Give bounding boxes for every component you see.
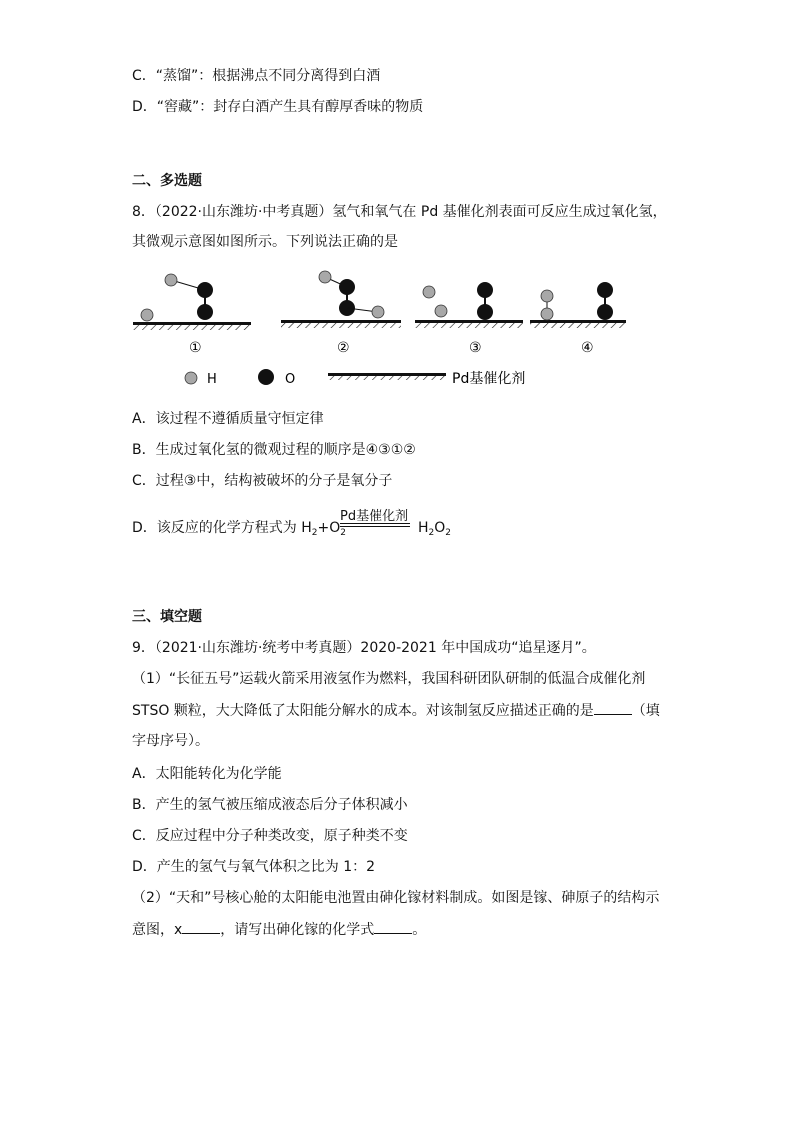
h-atom <box>541 290 553 302</box>
question-8-option-b: B．生成过氧化氢的微观过程的顺序是④③①② <box>132 442 416 458</box>
diagram-step-4 <box>530 282 626 356</box>
question-9-option-c: C．反应过程中分子种类改变，原子种类不变 <box>132 828 408 844</box>
diagram-step-1 <box>133 274 251 356</box>
h-atom <box>435 305 447 317</box>
section-heading-fill-blank: 三、填空题 <box>132 609 202 625</box>
question-8-stem-line2: 其微观示意图如图所示。下列说法正确的是 <box>132 234 398 250</box>
o-atom <box>477 282 493 298</box>
reaction-condition: Pd基催化剂 <box>340 509 409 524</box>
catalyst-microscopic-diagram <box>125 262 645 392</box>
question-9-part2-line2: 意图，x ，请写出砷化镓的化学式 。 <box>132 919 426 940</box>
step-label: ③ <box>469 340 482 356</box>
legend-h-atom <box>185 372 197 384</box>
question-8-option-a: A．该过程不遵循质量守恒定律 <box>132 411 324 427</box>
diagram-legend <box>185 369 525 387</box>
answer-blank-x[interactable] <box>182 919 220 934</box>
step-label: ④ <box>581 340 594 356</box>
catalyst-surface <box>415 320 523 323</box>
h-atom <box>372 306 384 318</box>
question-9-part2-line1: （2）“天和”号核心舱的太阳能电池置由砷化镓材料制成。如图是镓、砷原子的结构示 <box>132 890 660 906</box>
h-atom <box>319 271 331 283</box>
question-9-stem: 9．（2021·山东潍坊·统考中考真题）2020-2021 年中国成功“追星逐月”。 <box>132 640 596 656</box>
catalyst-surface <box>530 320 626 323</box>
question-9-part1-line3: 字母序号）。 <box>132 733 209 749</box>
question-8-stem-line1: 8．（2022·山东潍坊·中考真题）氢气和氧气在 Pd 基催化剂表面可反应生成过氧化氢， <box>132 204 667 220</box>
catalyst-hatch <box>281 323 401 328</box>
question-9-option-a: A．太阳能转化为化学能 <box>132 766 282 782</box>
legend-o-label: O <box>285 372 296 387</box>
question-9-option-d: D．产生的氢气与氧气体积之比为 1：2 <box>132 859 376 875</box>
option-d-prev: D．“窖藏”：封存白酒产生具有醇厚香味的物质 <box>132 99 424 115</box>
step-label: ② <box>337 340 350 356</box>
option-c-prev: C．“蒸馏”：根据沸点不同分离得到白酒 <box>132 68 381 84</box>
diagram-step-3 <box>415 282 523 356</box>
h-atom <box>141 309 153 321</box>
legend-catalyst-label: Pd基催化剂 <box>452 371 526 387</box>
question-9-option-b: B．产生的氢气被压缩成液态后分子体积减小 <box>132 797 408 813</box>
o-atom <box>597 304 613 320</box>
h-atom <box>541 308 553 320</box>
reaction-equals-sign <box>340 523 410 527</box>
o-atom <box>197 282 213 298</box>
o-atom <box>197 304 213 320</box>
answer-blank-formula[interactable] <box>374 919 412 934</box>
question-9-part1-line2: STSO 颗粒，大大降低了太阳能分解水的成本。对该制氢反应描述正确的是 （填 <box>132 700 660 721</box>
catalyst-hatch <box>415 323 523 328</box>
catalyst-hatch <box>530 323 626 328</box>
diagram-step-2 <box>281 271 401 356</box>
question-8-option-d: D．该反应的化学方程式为 $H_2+O_2$ $H_2O_2$ <box>132 520 452 538</box>
section-heading-multiple-choice: 二、多选题 <box>132 173 202 189</box>
question-8-option-c: C．过程③中，结构被破坏的分子是氧分子 <box>132 473 393 489</box>
o-atom <box>477 304 493 320</box>
legend-catalyst-surface <box>328 373 446 376</box>
answer-blank[interactable] <box>594 700 632 715</box>
h-atom <box>423 286 435 298</box>
o-atom <box>339 279 355 295</box>
catalyst-hatch <box>133 325 251 330</box>
legend-h-label: H <box>207 372 217 387</box>
catalyst-surface <box>281 320 401 323</box>
step-label: ① <box>189 340 202 356</box>
h-atom <box>165 274 177 286</box>
question-9-part1-line1: （1）“长征五号”运载火箭采用液氢作为燃料，我国科研团队研制的低温合成催化剂 <box>132 671 646 687</box>
o-atom <box>597 282 613 298</box>
legend-catalyst-hatch <box>328 376 446 380</box>
legend-o-atom <box>258 369 274 385</box>
catalyst-surface <box>133 322 251 325</box>
